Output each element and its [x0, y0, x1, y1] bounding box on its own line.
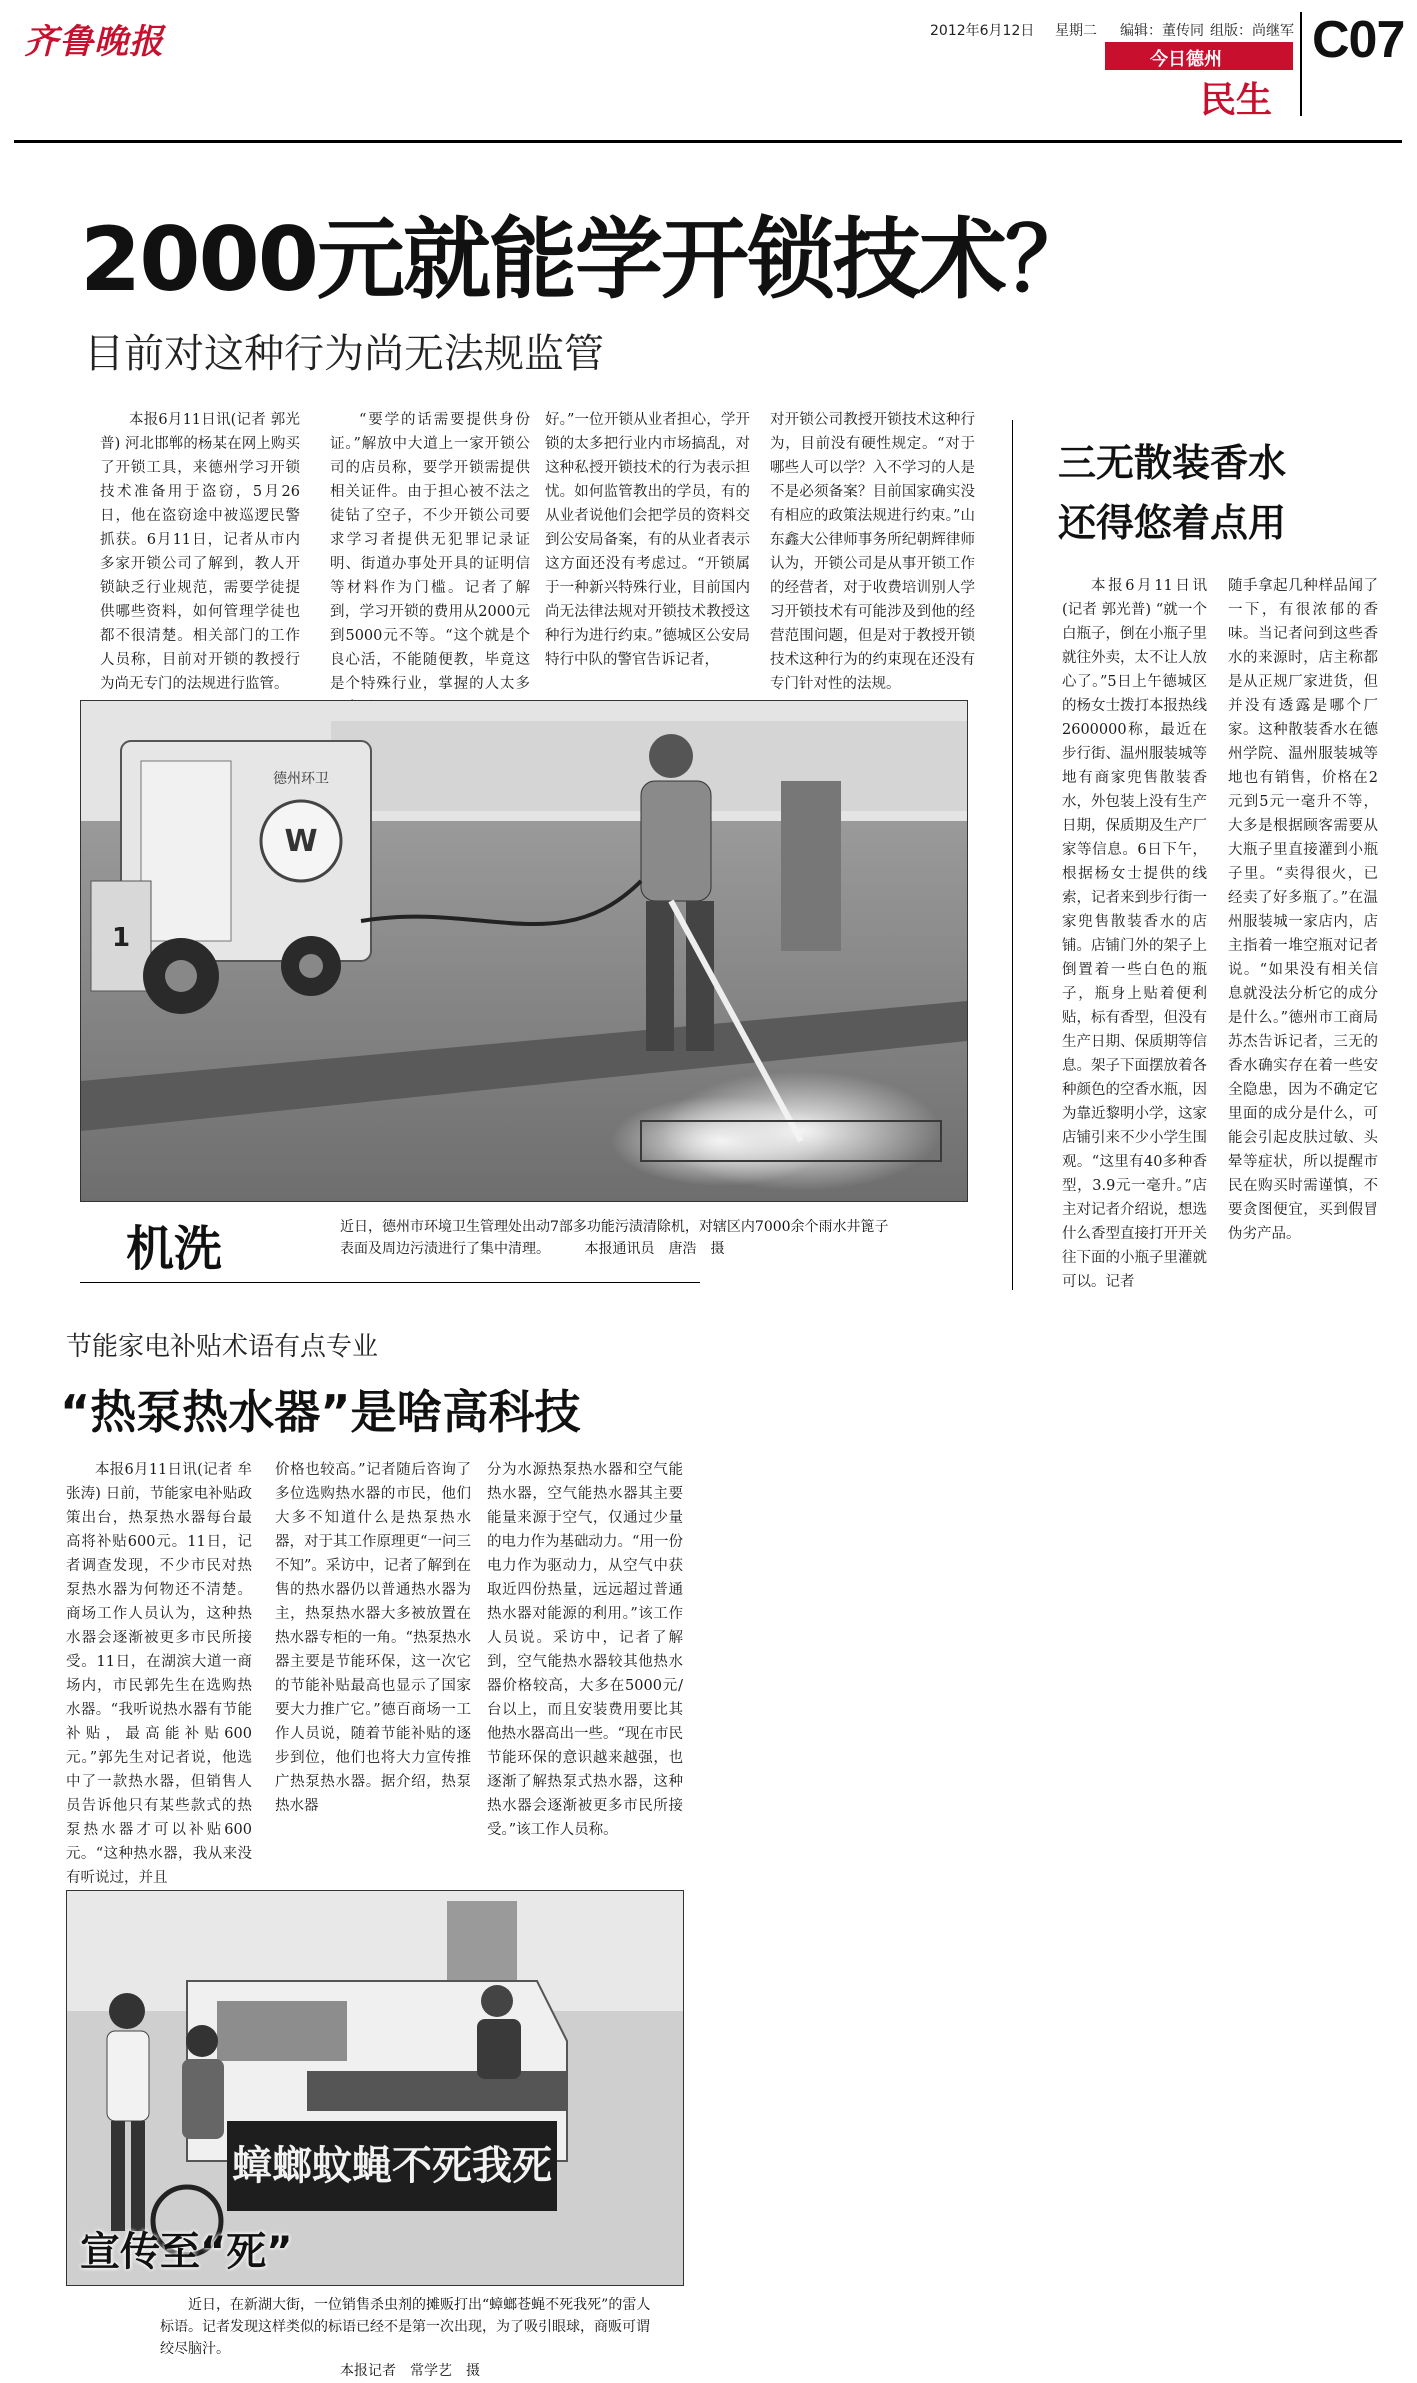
- side-col-2: [1228, 574, 1378, 1246]
- lead-col-4: [770, 408, 975, 696]
- issue-date: 2012年6月12日: [930, 23, 1035, 39]
- photo1-caption: [340, 1216, 900, 1260]
- article2-col-1-text: 本报6月11日讯(记者 牟张涛) 日前，节能家电补贴政策出台，热泵热水器每台最高将补贴600元。11日，记者调查发现，不少市民对热泵热水器为何物还不清楚。商场工作人员认为，这种热水器会逐渐被更多市民所接受。11日，在湖滨大道一商场内，市民郭先生在选购热水器。“我听说热水器有节能补贴，最高能补贴600元。”郭先生对记者说，他选中了一款热水器，但销售人员告诉他只有某些款式的热泵热水器才可以补贴600元。“这种热水器，我从来没有听说过，并且: [66, 1462, 252, 1886]
- photo1-title: 机洗: [126, 1221, 223, 1277]
- photo2-title: 宣传至“死”: [80, 2229, 293, 2275]
- lead-headline: 2000元就能学开锁技术？: [80, 208, 1091, 311]
- lead-col-1-text: 本报6月11日讯(记者 郭光普) 河北邯郸的杨某在网上购买了开锁工具，来德州学习开锁技术准备用于盗窃，5月26日，他在盗窃途中被巡逻民警抓获。6月11日，记者从市内多家开锁公司了解到，教人开锁缺乏行业规范，需要学徒提供哪些资料，如何管理学徒也都不很清楚。相关部门的工作人员称，目前对开锁的教授行为尚无专门的法规进行监管。: [100, 412, 300, 692]
- vehicle-number: 1: [111, 923, 131, 953]
- designer-credit: 组版：尚继军: [1210, 23, 1294, 39]
- street-cleaning-photo: [80, 700, 968, 1202]
- article2-col-3: [487, 1458, 683, 1842]
- article2-col-1: [66, 1458, 252, 1890]
- side-col-1: [1062, 574, 1207, 1294]
- svg-text:W: W: [284, 824, 318, 859]
- section-band-label: 今日德州: [1150, 49, 1222, 70]
- editor-credit: 编辑：董传同: [1120, 23, 1204, 39]
- photo2-credit: 本报记者 常学艺 摄: [340, 2363, 480, 2379]
- lead-subhead: 目前对这种行为尚无法规监管: [84, 331, 604, 377]
- article2-col-2: [275, 1458, 471, 1818]
- lead-col-3-text: 好。”一位开锁从业者担心，学开锁的太多把行业内市场搞乱，对这种私授开锁技术的行为表示担忧。如何监管教出的学员，有的从业者说他们会把学员的资料交到公安局备案，有的从业者表示这方面还没有考虑过。“开锁属于一种新兴特殊行业，目前国内尚无法律法规对开锁技术教授这种行为进行约束。”德城区公安局特行中队的警官告诉记者，: [545, 412, 750, 668]
- lead-col-3: [545, 408, 750, 672]
- article2-col-2-text: 价格也较高。”记者随后咨询了多位选购热水器的市民，他们大多不知道什么是热泵热水器，对于其工作原理更“一问三不知”。采访中，记者了解到在售的热水器仍以普通热水器为主，热泵热水器大多被放置在热水器专柜的一角。“热泵热水器主要是节能环保，这一次它的节能补贴最高也显示了国家要大力推广它。”德百商场一工作人员说，随着节能补贴的逐步到位，他们也将大力宣传推广热泵热水器。据介绍，热泵热水器: [275, 1462, 471, 1814]
- street-cleaning-scene: [81, 701, 967, 1201]
- side-headline-line1: 三无散装香水: [1058, 441, 1287, 485]
- lead-col-1: [100, 408, 300, 696]
- photo2-caption: [160, 2294, 660, 2382]
- article2-kicker: 节能家电补贴术语有点专业: [66, 1332, 379, 1362]
- article2-headline: “热泵热水器”是啥高科技: [60, 1385, 581, 1439]
- photo2-caption-text: 近日，在新湖大街，一位销售杀虫剂的摊贩打出“蟑螂苍蝇不死我死”的雷人标语。记者发现这样类似的标语已经不是第一次出现，为了吸引眼球，商贩可谓绞尽脑汁。: [160, 2297, 651, 2357]
- masthead-logo: 齐鲁晚报: [24, 22, 164, 62]
- article2-col-3-text: 分为水源热泵热水器和空气能热水器，空气能热水器其主要能量来源于空气，仅通过少量的电力作为基础动力。“用一份电力作为驱动力，从空气中获取近四份热量，远远超过普通热水器对能源的利用。”该工作人员说。采访中，记者了解到，空气能热水器较其他热水器价格较高，大多在5000元/台以上，而且安装费用要比其他热水器高出一些。“现在市民节能环保的意识越来越强，也逐渐了解热泵式热水器，这种热水器会逐渐被更多市民所接受。”该工作人员称。: [487, 1462, 683, 1838]
- vehicle-label: 德州环卫: [273, 771, 329, 787]
- photo1-credit: 本报通讯员 唐浩 摄: [584, 1241, 725, 1257]
- side-headline-line2: 还得悠着点用: [1058, 501, 1287, 545]
- vendor-banner: 蟑螂蚊蝇不死我死: [232, 2143, 552, 2189]
- photo1-bottom-rule: [80, 1282, 700, 1283]
- side-vertical-rule: [1012, 420, 1013, 1290]
- photo1-caption-text: 近日，德州市环境卫生管理处出动7部多功能污渍清除机，对辖区内7000余个雨水井篦子表面及周边污渍进行了集中清理。: [340, 1219, 889, 1257]
- issue-weekday: 星期二: [1055, 23, 1097, 39]
- lead-col-4-text: 对开锁公司教授开锁技术这种行为，目前没有硬性规定。“对于哪些人可以学？入不学习的人是不是必须备案？目前国家确实没有相应的政策法规进行约束。”山东鑫大公律师事务所纪朝辉律师认为，开锁公司是从事开锁工作的经营者，对于收费培训别人学习开锁技术有可能涉及到他的经营范围问题，但是对于教授开锁技术这种行为的约束现在还没有专门针对性的法规。: [770, 412, 975, 692]
- page-number: C07: [1312, 11, 1405, 69]
- section-name: 民生: [1200, 80, 1273, 121]
- masthead-divider: [1300, 12, 1302, 116]
- lead-col-2: [330, 408, 530, 720]
- lead-col-2-text: “要学的话需要提供身份证。”解放中大道上一家开锁公司的店员称，要学开锁需提供相关证件。由于担心被不法之徒钻了空子，不少开锁公司要求学习者提供无犯罪记录证明、街道办事处开具的证明信等材料作为门槛。记者了解到，学习开锁的费用从2000元到5000元不等。“这个就是个良心活，不能随便教，毕竟这是个特殊行业，掌握的人太多: [330, 412, 530, 692]
- side-col-2-text: 随手拿起几种样品闻了一下，有很浓郁的香味。当记者问到这些香水的来源时，店主称都是从正规厂家进货，但并没有透露是哪个厂家。这种散装香水在德州学院、温州服装城等地也有销售，价格在2元到5元一毫升不等，大多是根据顾客需要从大瓶子里直接灌到小瓶子里。“卖得很火，已经卖了好多瓶了。”在温州服装城一家店内，店主指着一堆空瓶对记者说。“如果没有相关信息就没法分析它的成分是什么。”德州市工商局苏杰告诉记者，三无的香水确实存在着一些安全隐患，因为不确定它里面的成分是什么，可能会引起皮肤过敏、头晕等症状，所以提醒市民在购买时需谨慎，不要贪图便宜，买到假冒伪劣产品。: [1228, 578, 1378, 1242]
- side-col-1-text: 本报6月11日讯(记者 郭光普) “就一个白瓶子，倒在小瓶子里就往外卖，太不让人放心了。”5日上午德城区的杨女士拨打本报热线2600000称，最近在步行街、温州服装城等地有商家兜售散装香水，外包装上没有生产日期，保质期及生产厂家等信息。6日下午，根据杨女士提供的线索，记者来到步行街一家兜售散装香水的店铺。店铺门外的架子上倒置着一些白色的瓶子，瓶身上贴着便利贴，标有香型，但没有生产日期、保质期等信息。架子下面摆放着各种颜色的空香水瓶，因为靠近黎明小学，这家店铺引来不少小学生围观。“这里有40多种香型，3.9元一毫升。”店主对记者介绍说，想选什么香型直接打开开关往下面的小瓶子里灌就可以。记者: [1062, 578, 1207, 1290]
- masthead-rule: [14, 140, 1402, 143]
